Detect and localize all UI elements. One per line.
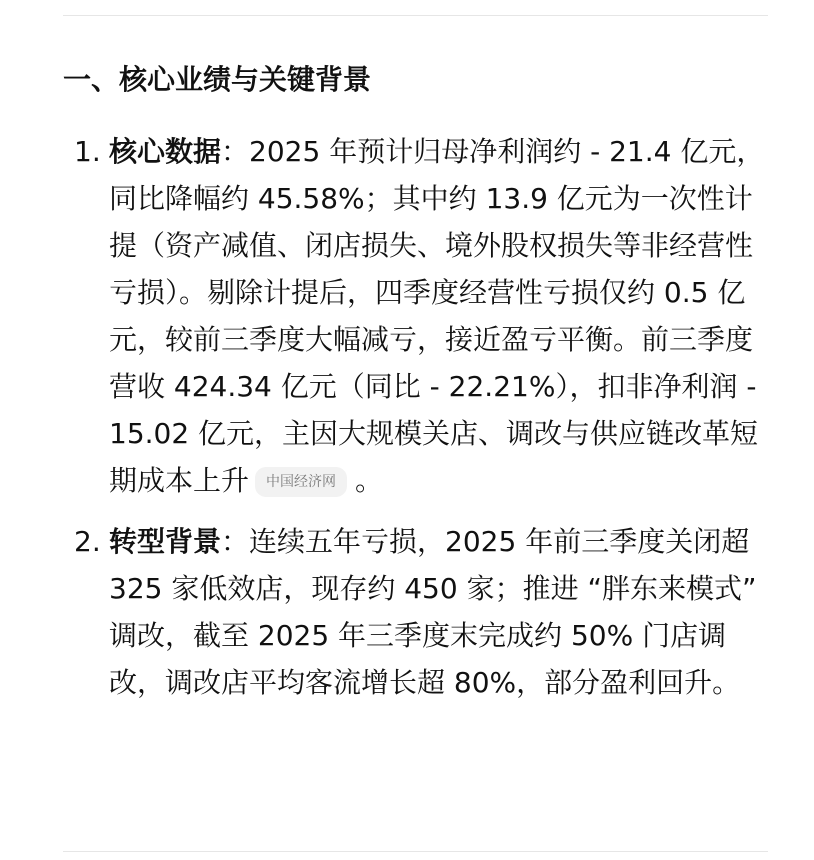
list-item-number: 2. <box>74 525 101 558</box>
list-item-body: 连续五年亏损，2025 年前三季度关闭超 325 家低效店，现存约 450 家；推进 “胖东来模式” 调改，截至 2025 年三季度末完成约 50% 门店调改，调改店平均客流增长超 80%，部分盈利回升。 <box>109 525 757 699</box>
list-item-transformation <box>63 518 775 706</box>
source-citation-tag[interactable]: 中国经济网 <box>255 467 347 497</box>
list-item-body: 2025 年预计归母净利润约 - 21.4 亿元，同比降幅约 45.58%；其中约 13.9 亿元为一次性计提（资产减值、闭店损失、境外股权损失等非经营性亏损）。剔除计提后，四季度经营性亏损仅约 0.5 亿元，较前三季度大幅减亏，接近盈亏平衡。前三季度营收 424.34 亿元（同比 - 22.21%），扣非净利润 - 15.02 亿元，主因大规模关店、调改与供应链改革短期成本上升 <box>109 135 765 497</box>
top-divider <box>63 15 768 16</box>
list-item-separator: ： <box>221 525 250 558</box>
list-item-title: 转型背景 <box>109 525 222 558</box>
bottom-divider <box>63 851 768 852</box>
list-item-end: 。 <box>355 464 384 497</box>
key-points-list <box>63 128 775 706</box>
list-item-number: 1. <box>74 135 101 168</box>
list-item-separator: ： <box>221 135 250 168</box>
list-item-core-data <box>63 128 775 504</box>
section-title: 一、核心业绩与关键背景 <box>63 63 372 96</box>
list-item-title: 核心数据 <box>109 135 222 168</box>
